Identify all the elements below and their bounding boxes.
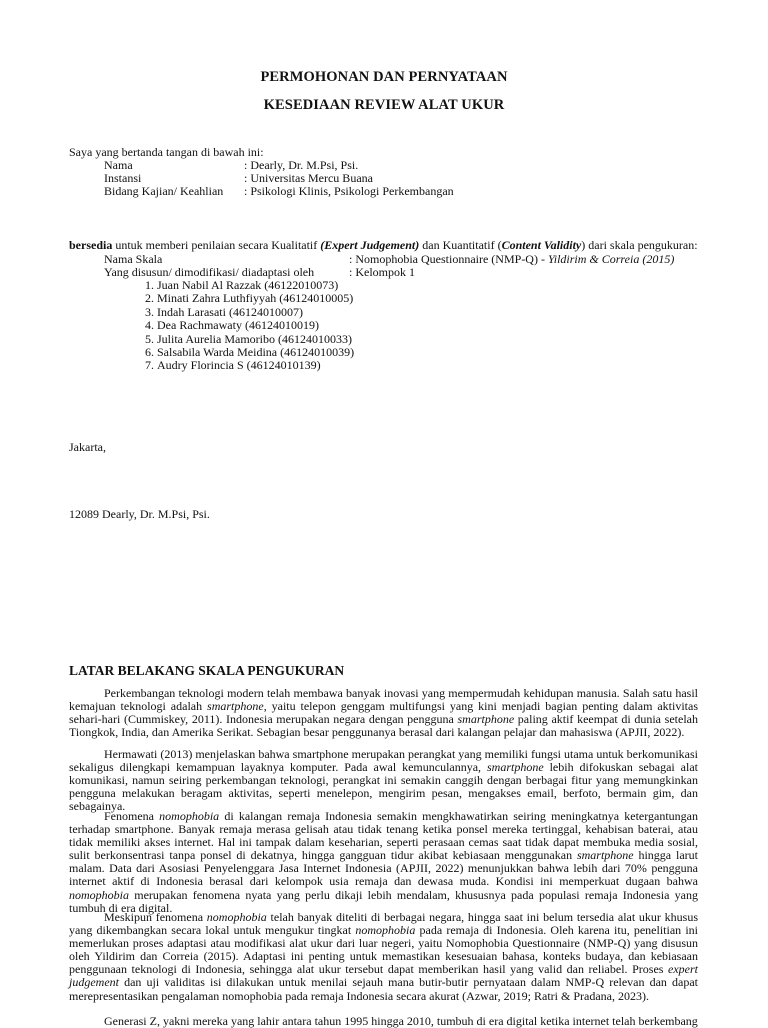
text-run: hingga larut malam. Data dari Asosiasi Penyelenggara Jasa Internet Indonesia (APJII, 2022) menunjukkan bahwa lebih dari 70% pengguna internet aktif di Indonesia berasal dari kelompok usia remaja dan dewasa muda. Kondisi ini memperkuat dugaan bahwa [69, 848, 698, 889]
text-run: lebih difokuskan sebagai alat komunikasi, namun seiring perkembangan teknologi, perangkat ini semakin canggih dengan berbagai fitur yang memungkinkan pengguna melakukan beragam aktivitas, seperti menelepon, mengirim pesan, mengakses email, berfoto, bermain gim, dan sebagainya. [69, 760, 698, 814]
statement-text-1: untuk memberi penilaian secara Kualitatif [112, 238, 321, 252]
text-run: di kalangan remaja Indonesia semakin mengkhawatirkan seiring meningkatnya ketergantungan terhadap smartphone. Banyak remaja merasa gelisah atau tidak tenang ketika ponsel mereka tertinggal, kehabisan baterai, atau tidak memiliki akses internet. Hal ini tampak dalam keseharian, seperti perasaan cemas saat tidak dapat membuka media sosial, sulit berkonsentrasi tanpa ponsel di dekatnya, hingga gangguan tidur akibat kebiasaan menggunakan [69, 809, 698, 863]
scale-name-label: Nama Skala [104, 252, 163, 266]
section-heading: LATAR BELAKANG SKALA PENGUKURAN [69, 663, 345, 678]
signer-expertise-row [104, 184, 454, 198]
list-item: 4. Dea Rachmawaty (46124010019) [157, 319, 354, 332]
statement-text-3: ) dari skala pengukuran: [581, 238, 698, 252]
italic-term: smartphone [207, 699, 264, 714]
scale-authors: Yildirim & Correia (2015) [547, 252, 675, 266]
signature-name: 12089 Dearly, Dr. M.Psi, Psi. [69, 507, 210, 521]
signer-institution-value: : Universitas Mercu Buana [244, 171, 373, 185]
paragraph-4 [69, 911, 698, 1003]
paragraph-3 [69, 810, 698, 915]
text-run: telah banyak diteliti di berbagai negara, hingga saat ini belum tersedia alat ukur khusus yang dikembangkan secara lokal untuk mengukur tingkat [69, 910, 698, 938]
italic-term: nomophobia [355, 923, 416, 938]
text-run: dan uji validitas isi dilakukan untuk menilai sejauh mana butir-butir pernyataan dalam NMP-Q relevan dan dapat merepresentasikan pengalaman nomophobia pada remaja Indonesia secara akurat (Azwar, 2019; Ratri & Pradana, 2023). [69, 975, 698, 1003]
statement-text-2: dan Kuantitatif ( [419, 238, 502, 252]
list-item: 6. Salsabila Warda Meidina (46124010039) [157, 346, 354, 359]
text-run: Meskipun fenomena [104, 910, 207, 924]
list-item: 3. Indah Larasati (46124010007) [157, 306, 354, 319]
paragraph-2 [69, 748, 698, 813]
statement-bold-word: bersedia [69, 238, 113, 252]
text-run: Generasi Z, yakni mereka yang lahir antara tahun 1995 hingga 2010, tumbuh di era digital ketika internet telah berkembang [104, 1014, 698, 1028]
text-run: paling aktif keempat di dunia setelah Tiongkok, India, dan Amerika Serikat. Sebagian besar penggunanya berasal dari kalangan pelajar dan mahasiswa (APJII, 2022). [69, 712, 698, 740]
list-item: 7. Audry Florincia S (46124010139) [157, 359, 354, 372]
text-run: merupakan fenomena nyata yang perlu dikaji lebih mendalam, khususnya pada populasi remaja Indonesia yang tumbuh di era digital. [69, 887, 698, 915]
italic-term: nomophobia [159, 809, 220, 823]
signer-name-value: : Dearly, Dr. M.Psi, Psi. [244, 158, 359, 172]
statement-expert-judgement: (Expert Judgement) [320, 238, 420, 252]
paragraph-1 [69, 687, 698, 739]
signer-expertise-label: Bidang Kajian/ Keahlian [104, 184, 224, 198]
text-run: pada remaja di Indonesia. Oleh karena itu, penelitian ini memerlukan proses adaptasi atau modifikasi alat ukur dari luar negeri, yaitu Nomophobia Questionnaire (NMP-Q) yang disusun oleh Yildirim dan Correia (2015). Adaptasi ini penting untuk memastikan kesesuaian bahasa, konteks budaya, dan kebiasaan penggunaan teknologi di Indonesia, sehingga alat ukur tersebut dapat memberikan hasil yang valid dan reliabel. Proses [69, 923, 698, 977]
list-item: 2. Minati Zahra Luthfiyyah (46124010005) [157, 292, 354, 305]
signature-place: Jakarta, [69, 440, 106, 454]
statement-line [69, 239, 698, 252]
signer-name-label: Nama [104, 158, 133, 172]
list-item: 5. Julita Aurelia Mamoribo (46124010033) [157, 333, 354, 346]
compiled-by-value: : Kelompok 1 [349, 265, 415, 279]
text-run: , yaitu telepon genggam multifungsi yang kini menjadi bagian penting dalam aktivitas sehari-hari (Cummiskey, 2011). Indonesia merupakan negara dengan pengguna [69, 699, 698, 727]
text-run: Hermawati (2013) menjelaskan bahwa smartphone merupakan perangkat yang memiliki fungsi utama untuk berkomunikasi sekaligus dilengkapi kemampuan layaknya komputer. Pada awal kemunculannya, [69, 747, 698, 775]
scale-name-text: : Nomophobia Questionnaire (NMP-Q) - [349, 252, 548, 266]
signer-institution-label: Instansi [104, 171, 142, 185]
italic-term: nomophobia [69, 887, 129, 902]
text-run: Perkembangan teknologi modern telah membawa banyak inovasi yang mempermudah kehidupan manusia. Salah satu hasil kemajuan teknologi adalah [69, 686, 698, 714]
member-list [102, 279, 354, 373]
text-run: Fenomena [104, 809, 160, 823]
document-title-line-2: KESEDIAAN REVIEW ALAT UKUR [263, 97, 505, 113]
italic-term: smartphone [457, 712, 515, 727]
italic-term: smartphone [486, 760, 544, 775]
signer-expertise-value: : Psikologi Klinis, Psikologi Perkembangan [244, 184, 454, 198]
document-title-line-1: PERMOHONAN DAN PERNYATAAN [260, 69, 508, 85]
italic-term: nomophobia [206, 910, 267, 924]
list-item: 1. Juan Nabil Al Razzak (46122010073) [157, 279, 354, 292]
compiled-by-label: Yang disusun/ dimodifikasi/ diadaptasi oleh [104, 265, 315, 279]
signer-intro: Saya yang bertanda tangan di bawah ini: [69, 145, 264, 159]
paragraph-5 [69, 1015, 698, 1028]
italic-term: smartphone [576, 848, 634, 863]
italic-term: expert judgement [69, 962, 698, 990]
statement-content-validity: Content Validity [501, 238, 582, 252]
